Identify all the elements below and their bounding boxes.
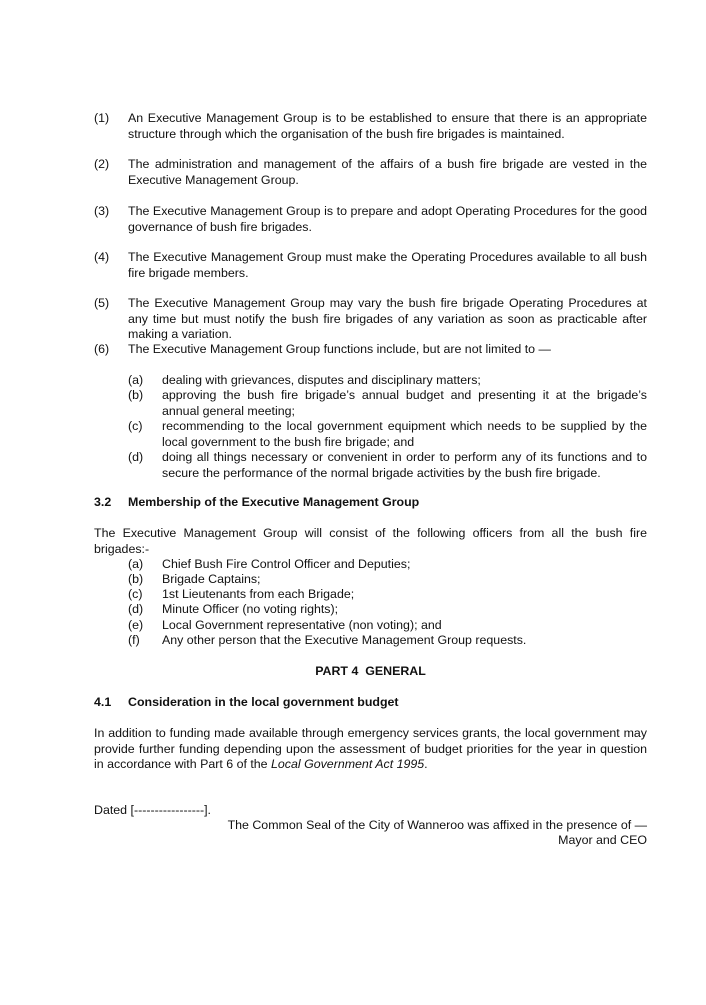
clause-text: The Executive Management Group functions include, but are not limited to — xyxy=(128,342,551,356)
member-item-e xyxy=(128,618,647,634)
clause-text: The Executive Management Group may vary the bush fire brigade Operating Procedures at any time but must notify the bush fire brigades of any variation as soon as practicable after making a variation. xyxy=(128,296,647,341)
act-name: Local Government Act 1995 xyxy=(271,757,425,771)
item-text: 1st Lieutenants from each Brigade; xyxy=(162,587,355,601)
clause-text: The Executive Management Group must make the Operating Procedures available to all bush fire brigade members. xyxy=(128,250,647,280)
item-label: (e) xyxy=(128,618,144,632)
budget-text-end: . xyxy=(424,757,428,771)
clause-3 xyxy=(94,204,647,235)
item-text: approving the bush fire brigade’s annual budget and presenting it at the brigade’s annual general meeting; xyxy=(162,388,647,418)
member-item-d xyxy=(128,602,647,618)
item-text: Chief Bush Fire Control Officer and Deputies; xyxy=(162,557,411,571)
item-label: (c) xyxy=(128,419,143,433)
item-label: (a) xyxy=(128,373,144,387)
section-3-2-heading xyxy=(94,495,419,511)
signatories: Mayor and CEO xyxy=(558,833,647,847)
clause-text: The Executive Management Group is to prepare and adopt Operating Procedures for the good governance of bush fire brigades. xyxy=(128,204,647,234)
section-3-2-intro: The Executive Management Group will consist of the following officers from all the bush fire brigades:- xyxy=(94,526,647,556)
item-label: (d) xyxy=(128,602,144,616)
function-item-c xyxy=(128,419,647,450)
item-text: Minute Officer (no voting rights); xyxy=(162,602,339,616)
section-4-1-text xyxy=(94,726,647,773)
clause-5 xyxy=(94,296,647,343)
member-item-f xyxy=(128,633,647,649)
clause-number: (4) xyxy=(94,250,110,264)
function-item-d xyxy=(128,450,647,481)
clause-number: (2) xyxy=(94,157,110,171)
clause-4 xyxy=(94,250,647,281)
clause-number: (5) xyxy=(94,296,110,310)
section-number: 3.2 xyxy=(94,495,112,509)
function-item-b xyxy=(128,388,647,419)
item-label: (b) xyxy=(128,388,144,402)
clause-number: (1) xyxy=(94,111,110,125)
item-label: (c) xyxy=(128,587,143,601)
item-text: Any other person that the Executive Management Group requests. xyxy=(162,633,527,647)
common-seal-statement: The Common Seal of the City of Wanneroo was affixed in the presence of — xyxy=(227,818,647,832)
item-label: (b) xyxy=(128,572,144,586)
clause-number: (3) xyxy=(94,204,110,218)
item-text: Local Government representative (non voting); and xyxy=(162,618,442,632)
item-label: (d) xyxy=(128,450,144,464)
clause-number: (6) xyxy=(94,342,110,356)
clause-text: An Executive Management Group is to be established to ensure that there is an appropriate structure through which the organisation of the bush fire brigades is maintained. xyxy=(128,111,647,141)
section-number: 4.1 xyxy=(94,695,112,709)
member-item-c xyxy=(128,587,647,603)
section-title: Membership of the Executive Management Group xyxy=(128,495,420,509)
part-4-title: PART 4 GENERAL xyxy=(315,664,426,678)
item-text: dealing with grievances, disputes and disciplinary matters; xyxy=(162,373,481,387)
dated-line: Dated [-----------------]. xyxy=(94,803,211,817)
item-text: doing all things necessary or convenient in order to perform any of its functions and to secure the performance of the normal brigade activities by the bush fire brigade. xyxy=(162,450,647,480)
item-label: (a) xyxy=(128,557,144,571)
clause-2 xyxy=(94,157,647,188)
member-item-a xyxy=(128,557,647,573)
budget-text: In addition to funding made available through emergency services grants, the local government may provide further funding depending upon the assessment of budget priorities for the year in question in accordance with Part 6 of the xyxy=(94,726,647,771)
clause-text: The administration and management of the affairs of a bush fire brigade are vested in the Executive Management Group. xyxy=(128,157,647,187)
item-text: recommending to the local government equipment which needs to be supplied by the local government to the bush fire brigade; and xyxy=(162,419,647,449)
section-4-1-heading xyxy=(94,695,399,711)
section-title: Consideration in the local government budget xyxy=(128,695,399,709)
item-text: Brigade Captains; xyxy=(162,572,261,586)
function-item-a xyxy=(128,373,647,389)
clause-1 xyxy=(94,111,647,142)
item-label: (f) xyxy=(128,633,140,647)
clause-6 xyxy=(94,342,647,358)
member-item-b xyxy=(128,572,647,588)
